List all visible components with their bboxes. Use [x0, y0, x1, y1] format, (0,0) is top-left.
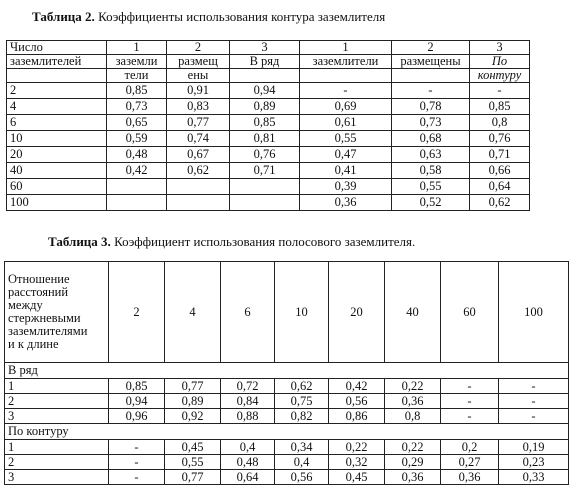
- table3-cell: 0,72: [221, 379, 275, 394]
- table2-cell: [107, 179, 167, 195]
- table2-header-cell: 1: [300, 41, 392, 55]
- table3-cell: -: [109, 470, 165, 485]
- table3-row: [5, 409, 569, 424]
- table3-cell: 0,56: [329, 394, 385, 409]
- table2-row-label: 6: [7, 115, 107, 131]
- table3-cell: 0,45: [165, 440, 221, 455]
- table3-row-label: 2: [5, 455, 109, 470]
- table2-cell: [230, 179, 300, 195]
- table2-grounding-coefficients: [6, 40, 530, 211]
- table2-cell: 0,94: [230, 83, 300, 99]
- table2-caption: [32, 9, 385, 25]
- table2-cell: 0,85: [470, 99, 530, 115]
- table2-cell: 0,66: [470, 163, 530, 179]
- table3-cell: -: [441, 394, 499, 409]
- table3-cell: -: [109, 455, 165, 470]
- table2-cell: [107, 195, 167, 211]
- table3-cell: 0,82: [275, 409, 329, 424]
- table2-row-label: 20: [7, 147, 107, 163]
- table2-header-cell: заземлители: [300, 55, 392, 69]
- table2-header-label: [7, 69, 107, 83]
- table2-header-cell: [230, 69, 300, 83]
- table3-column-header: 40: [385, 262, 441, 363]
- table2-row: [7, 83, 530, 99]
- table2-cell: -: [392, 83, 470, 99]
- table3-row-label: 1: [5, 440, 109, 455]
- table2-cell: 0,81: [230, 131, 300, 147]
- table2-cell: 0,64: [470, 179, 530, 195]
- table2-row: [7, 195, 530, 211]
- table2-cell: 0,77: [167, 115, 230, 131]
- table2-cell: 0,48: [107, 147, 167, 163]
- table2-header-cell: 2: [167, 41, 230, 55]
- table2-cell: 0,69: [300, 99, 392, 115]
- table2-header-cell: 2: [392, 41, 470, 55]
- table3-corner-label: Отношение расстояний между стержневыми заземлителями и к длине: [5, 262, 109, 363]
- table3-header-row: [5, 262, 569, 363]
- table3-cell: -: [499, 379, 569, 394]
- table2-cell: 0,78: [392, 99, 470, 115]
- table3-cell: 0,4: [275, 455, 329, 470]
- table3-cell: 0,64: [221, 470, 275, 485]
- table2-cell: 0,83: [167, 99, 230, 115]
- table2-row: [7, 115, 530, 131]
- table2-cell: [167, 195, 230, 211]
- table3-column-header: 60: [441, 262, 499, 363]
- table3-row: [5, 455, 569, 470]
- table2-cell: 0,62: [167, 163, 230, 179]
- table2-header-row: [7, 41, 530, 55]
- table3-cell: 0,19: [499, 440, 569, 455]
- table2-row: [7, 147, 530, 163]
- table3-cell: 0,34: [275, 440, 329, 455]
- table2-row-label: 40: [7, 163, 107, 179]
- table3-row: [5, 394, 569, 409]
- table2-header-cell: 3: [230, 41, 300, 55]
- table2-cell: 0,71: [470, 147, 530, 163]
- table3-cell: 0,55: [165, 455, 221, 470]
- table3-cell: 0,77: [165, 470, 221, 485]
- table3-cell: -: [499, 394, 569, 409]
- table3-cell: 0,8: [385, 409, 441, 424]
- table2-row: [7, 131, 530, 147]
- table2-caption-text: Коэффициенты использования контура заземлителя: [98, 9, 386, 24]
- table2-cell: 0,89: [230, 99, 300, 115]
- table3-cell: 0,29: [385, 455, 441, 470]
- table2-header-label: Число: [7, 41, 107, 55]
- table2-cell: 0,8: [470, 115, 530, 131]
- table3-cell: 0,92: [165, 409, 221, 424]
- table3-cell: 0,22: [385, 440, 441, 455]
- table2-cell: 0,47: [300, 147, 392, 163]
- table2-cell: 0,61: [300, 115, 392, 131]
- table2-header-cell: 1: [107, 41, 167, 55]
- table2-cell: 0,41: [300, 163, 392, 179]
- table3-cell: 0,22: [329, 440, 385, 455]
- table3-cell: 0,85: [109, 379, 165, 394]
- table3-row: [5, 440, 569, 455]
- table3-cell: 0,77: [165, 379, 221, 394]
- table2-header-cell: По: [470, 55, 530, 69]
- table2-cell: 0,68: [392, 131, 470, 147]
- table2-row-label: 10: [7, 131, 107, 147]
- table2-header-cell: В ряд: [230, 55, 300, 69]
- table3-cell: 0,2: [441, 440, 499, 455]
- table3-section-contour: [5, 424, 569, 440]
- table2-cell: 0,39: [300, 179, 392, 195]
- table3-row: [5, 379, 569, 394]
- table2-cell: -: [470, 83, 530, 99]
- table2-header-cell: заземли: [107, 55, 167, 69]
- table2-cell: [167, 179, 230, 195]
- table2-cell: 0,74: [167, 131, 230, 147]
- table3-cell: 0,94: [109, 394, 165, 409]
- table3-cell: 0,33: [499, 470, 569, 485]
- table2-header-cell: [300, 69, 392, 83]
- table3-section-in-row: [5, 363, 569, 379]
- table3-section-contour-label: По контуру: [5, 424, 569, 440]
- table2-header-cell: ены: [167, 69, 230, 83]
- table2-cell: 0,55: [392, 179, 470, 195]
- table3-row: [5, 470, 569, 485]
- table2-cell: 0,76: [230, 147, 300, 163]
- table2-cell: 0,58: [392, 163, 470, 179]
- table3-cell: 0,56: [275, 470, 329, 485]
- table2-row-label: 4: [7, 99, 107, 115]
- table3-cell: 0,23: [499, 455, 569, 470]
- table2-header-row: [7, 55, 530, 69]
- table2-header-cell: 3: [470, 41, 530, 55]
- table3-cell: 0,4: [221, 440, 275, 455]
- table3-cell: 0,89: [165, 394, 221, 409]
- table3-cell: 0,42: [329, 379, 385, 394]
- table2-cell: 0,65: [107, 115, 167, 131]
- table2-cell: 0,42: [107, 163, 167, 179]
- table2-header-cell: [392, 69, 470, 83]
- table2-cell: 0,91: [167, 83, 230, 99]
- table3-section-in-row-label: В ряд: [5, 363, 569, 379]
- table2-row: [7, 179, 530, 195]
- table3-column-header: 100: [499, 262, 569, 363]
- table3-cell: 0,96: [109, 409, 165, 424]
- table3-row-label: 1: [5, 379, 109, 394]
- table3-caption-text: Коэффициент использования полосового заземлителя.: [114, 234, 416, 249]
- table3-cell: 0,88: [221, 409, 275, 424]
- table3-cell: 0,86: [329, 409, 385, 424]
- table2-cell: 0,71: [230, 163, 300, 179]
- table2-cell: 0,55: [300, 131, 392, 147]
- table3-caption-label: Таблица 3.: [48, 234, 111, 249]
- table3-column-header: 2: [109, 262, 165, 363]
- table3-caption: [48, 234, 415, 250]
- table2-cell: 0,85: [230, 115, 300, 131]
- table2-row-label: 2: [7, 83, 107, 99]
- table3-column-header: 4: [165, 262, 221, 363]
- table2-header-cell: тели: [107, 69, 167, 83]
- table3-cell: -: [441, 409, 499, 424]
- table2-cell: 0,73: [107, 99, 167, 115]
- table3-cell: 0,75: [275, 394, 329, 409]
- table2-header-cell: контуру: [470, 69, 530, 83]
- table2-row: [7, 99, 530, 115]
- table2-cell: -: [300, 83, 392, 99]
- table3-row-label: 2: [5, 394, 109, 409]
- table2-caption-label: Таблица 2.: [32, 9, 95, 24]
- table3-cell: 0,48: [221, 455, 275, 470]
- table3-column-header: 10: [275, 262, 329, 363]
- table2-row-label: 100: [7, 195, 107, 211]
- table3-cell: -: [499, 409, 569, 424]
- table2-header-cell: размещены: [392, 55, 470, 69]
- table2-cell: 0,63: [392, 147, 470, 163]
- table2-cell: 0,59: [107, 131, 167, 147]
- table2-header-cell: размещ: [167, 55, 230, 69]
- table2-cell: 0,52: [392, 195, 470, 211]
- table3-cell: -: [441, 379, 499, 394]
- table3-cell: 0,36: [385, 394, 441, 409]
- table2-header-row: [7, 69, 530, 83]
- table3-row-label: 3: [5, 409, 109, 424]
- table3-cell: 0,36: [385, 470, 441, 485]
- table3-cell: 0,36: [441, 470, 499, 485]
- table3-cell: 0,45: [329, 470, 385, 485]
- table2-cell: 0,36: [300, 195, 392, 211]
- table2-cell: 0,62: [470, 195, 530, 211]
- table2-cell: 0,85: [107, 83, 167, 99]
- table3-cell: 0,22: [385, 379, 441, 394]
- table2-cell: 0,76: [470, 131, 530, 147]
- table3-column-header: 6: [221, 262, 275, 363]
- table2-cell: [230, 195, 300, 211]
- table3-cell: 0,62: [275, 379, 329, 394]
- table3-strip-grounding-coefficients: [4, 261, 569, 485]
- table2-row: [7, 163, 530, 179]
- table3-cell: -: [109, 440, 165, 455]
- table2-cell: 0,67: [167, 147, 230, 163]
- table2-row-label: 60: [7, 179, 107, 195]
- table3-column-header: 20: [329, 262, 385, 363]
- table3-cell: 0,84: [221, 394, 275, 409]
- table3-cell: 0,32: [329, 455, 385, 470]
- table3-cell: 0,27: [441, 455, 499, 470]
- table2-header-label: заземлителей: [7, 55, 107, 69]
- table2-cell: 0,73: [392, 115, 470, 131]
- table3-row-label: 3: [5, 470, 109, 485]
